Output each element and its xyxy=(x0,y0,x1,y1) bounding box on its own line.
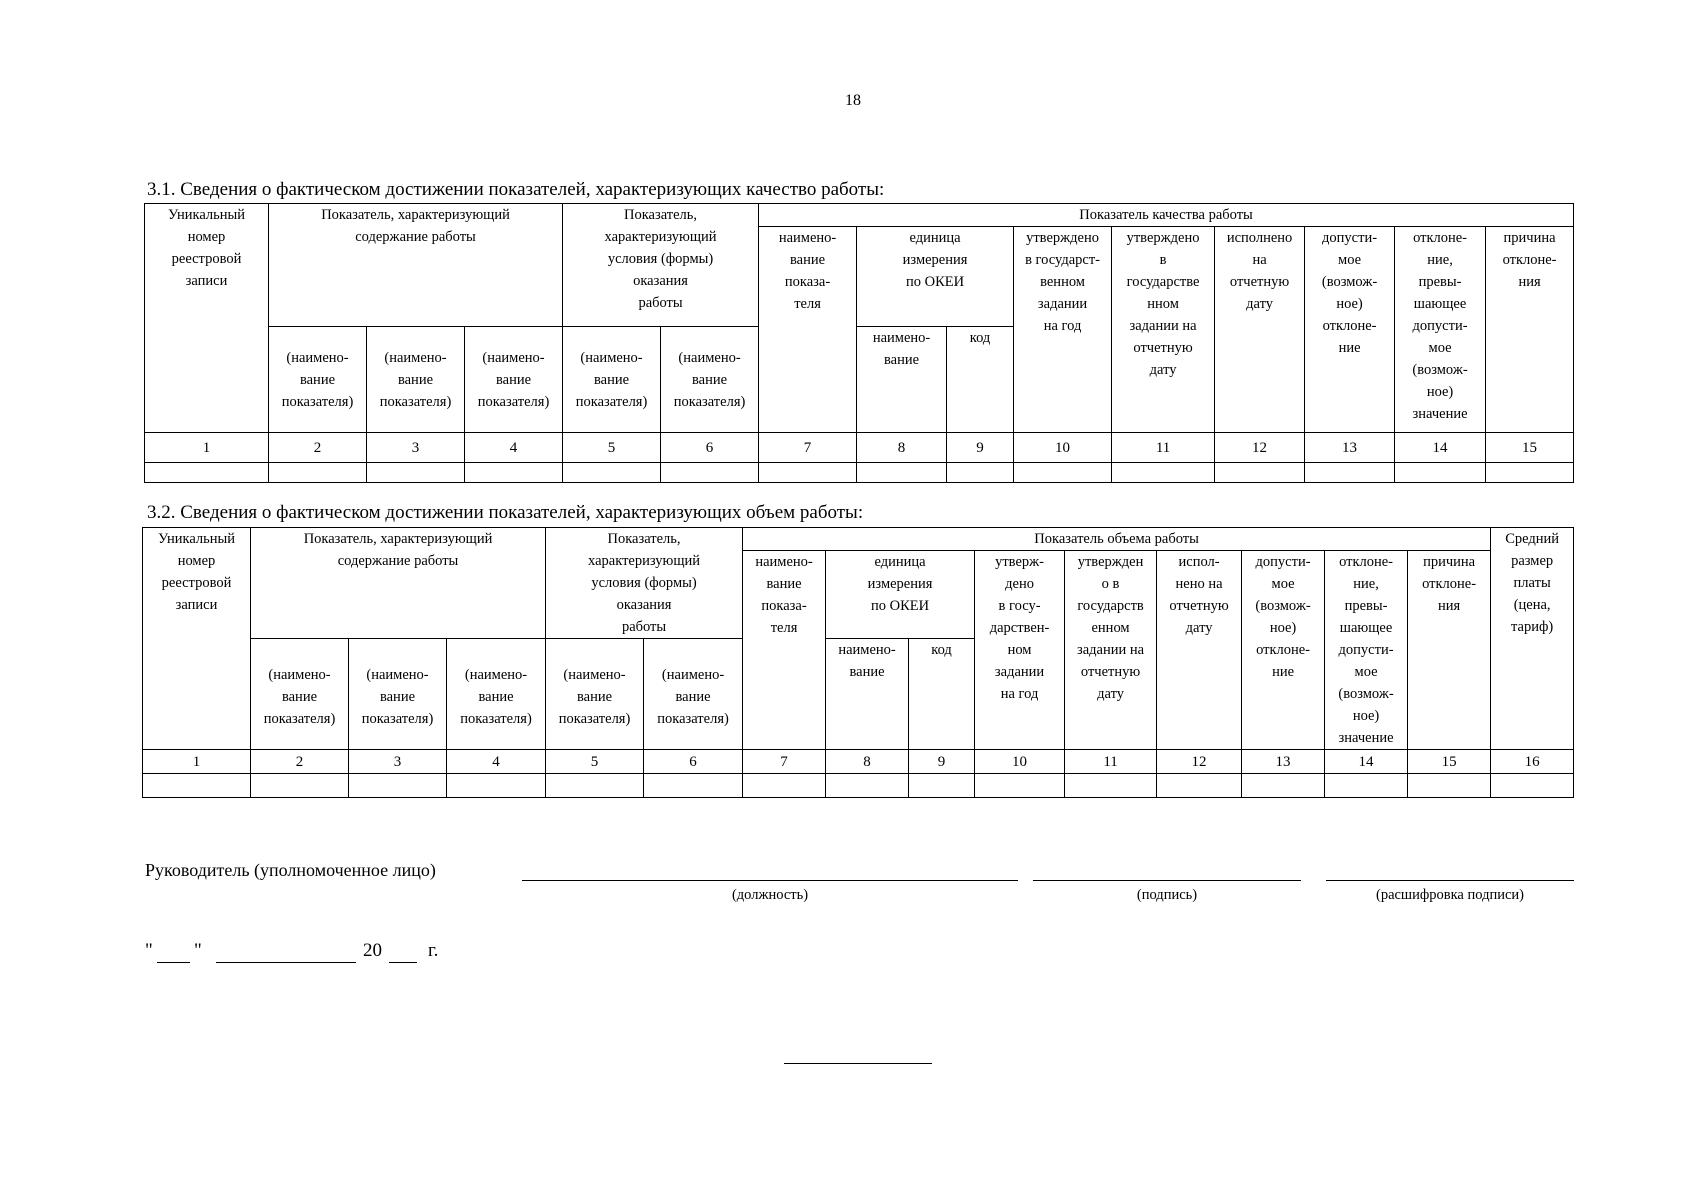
empty-cell[interactable] xyxy=(1157,774,1242,798)
header-allowed-deviation: допусти- мое (возмож- ное) отклоне- ние xyxy=(1242,551,1325,750)
header-approved-year: утверж- дено в госу- дарствен- ном задании на год xyxy=(975,551,1065,750)
empty-cell[interactable] xyxy=(1242,774,1325,798)
sub-indicator-blank xyxy=(251,639,349,664)
sub-indicator-blank xyxy=(661,327,759,347)
sub-indicator-name: (наимено- вание показателя) xyxy=(661,347,759,433)
position-line[interactable] xyxy=(522,880,1018,881)
empty-cell[interactable] xyxy=(563,463,661,483)
column-number: 9 xyxy=(909,750,975,774)
day-line[interactable] xyxy=(157,962,190,963)
header-exceeding-deviation: отклоне- ние, превы- шающее допусти- мое (возмож- ное) значение xyxy=(1395,227,1486,433)
column-number: 8 xyxy=(826,750,909,774)
column-number: 4 xyxy=(447,750,546,774)
column-number: 13 xyxy=(1242,750,1325,774)
header-registry-number: Уникальный номер реестровой записи xyxy=(145,204,269,433)
quality-table xyxy=(144,203,1574,483)
empty-cell[interactable] xyxy=(1014,463,1112,483)
header-executed: испол- нено на отчетную дату xyxy=(1157,551,1242,750)
signature-decode-caption: (расшифровка подписи) xyxy=(1375,887,1525,903)
empty-cell[interactable] xyxy=(1305,463,1395,483)
column-number: 3 xyxy=(367,433,465,463)
column-number: 10 xyxy=(1014,433,1112,463)
position-caption: (должность) xyxy=(731,887,809,903)
empty-cell[interactable] xyxy=(826,774,909,798)
sub-indicator-name: (наимено- вание показателя) xyxy=(644,664,743,750)
header-unit-code: код xyxy=(909,639,975,750)
sub-indicator-name: (наимено- вание показателя) xyxy=(367,347,465,433)
column-number: 14 xyxy=(1395,433,1486,463)
column-number: 7 xyxy=(759,433,857,463)
empty-cell[interactable] xyxy=(143,774,251,798)
column-number-row xyxy=(143,750,1574,774)
empty-cell[interactable] xyxy=(1112,463,1215,483)
empty-cell[interactable] xyxy=(975,774,1065,798)
table-row xyxy=(143,774,1574,798)
sub-indicator-name: (наимено- вание показателя) xyxy=(563,347,661,433)
signature-line[interactable] xyxy=(1033,880,1301,881)
volume-table xyxy=(142,527,1574,798)
column-number: 2 xyxy=(251,750,349,774)
sub-indicator-blank xyxy=(349,639,447,664)
column-number: 2 xyxy=(269,433,367,463)
column-number: 6 xyxy=(644,750,743,774)
column-number: 16 xyxy=(1491,750,1574,774)
column-number: 6 xyxy=(661,433,759,463)
column-number: 10 xyxy=(975,750,1065,774)
month-line[interactable] xyxy=(216,962,356,963)
header-approved-report-date: утвержден о в государств енном задании на отчетную дату xyxy=(1065,551,1157,750)
empty-cell[interactable] xyxy=(1325,774,1408,798)
section-2-title: 3.2. Сведения о фактическом достижении показателей, характеризующих объем работы: xyxy=(147,502,864,523)
empty-cell[interactable] xyxy=(447,774,546,798)
column-number: 15 xyxy=(1486,433,1574,463)
empty-cell[interactable] xyxy=(251,774,349,798)
empty-cell[interactable] xyxy=(367,463,465,483)
empty-cell[interactable] xyxy=(661,463,759,483)
empty-cell[interactable] xyxy=(947,463,1014,483)
column-number: 5 xyxy=(563,433,661,463)
header-unit-okei: единица измерения по ОКЕИ xyxy=(857,227,1014,327)
empty-cell[interactable] xyxy=(349,774,447,798)
section-1-title: 3.1. Сведения о фактическом достижении показателей, характеризующих качество работы: xyxy=(147,179,885,200)
sub-indicator-name: (наимено- вание показателя) xyxy=(465,347,563,433)
header-deviation-reason: причина отклоне- ния xyxy=(1408,551,1491,750)
header-approved-report-date: утверждено в государстве нном задании на отчетную дату xyxy=(1112,227,1215,433)
empty-cell[interactable] xyxy=(1491,774,1574,798)
column-number: 15 xyxy=(1408,750,1491,774)
year-suffix: г. xyxy=(428,940,439,961)
header-conditions-indicator: Показатель, характеризующий условия (формы) оказания работы xyxy=(546,528,743,639)
header-deviation-reason: причина отклоне- ния xyxy=(1486,227,1574,433)
empty-cell[interactable] xyxy=(465,463,563,483)
sub-indicator-name: (наимено- вание показателя) xyxy=(349,664,447,750)
column-number: 1 xyxy=(145,433,269,463)
date-quote-open: " xyxy=(145,940,153,961)
column-number-row xyxy=(145,433,1574,463)
column-number: 1 xyxy=(143,750,251,774)
header-unit-code: код xyxy=(947,327,1014,433)
sub-indicator-blank xyxy=(644,639,743,664)
header-registry-number: Уникальный номер реестровой записи xyxy=(143,528,251,750)
column-number: 12 xyxy=(1215,433,1305,463)
column-number: 11 xyxy=(1112,433,1215,463)
table-row xyxy=(145,463,1574,483)
sub-indicator-blank xyxy=(367,327,465,347)
column-number: 14 xyxy=(1325,750,1408,774)
empty-cell[interactable] xyxy=(909,774,975,798)
empty-cell[interactable] xyxy=(644,774,743,798)
header-indicator-name: наимено- вание показа- теля xyxy=(743,551,826,750)
empty-cell[interactable] xyxy=(1486,463,1574,483)
header-unit-name: наимено- вание xyxy=(857,327,947,433)
sub-indicator-blank xyxy=(546,639,644,664)
sub-indicator-blank xyxy=(563,327,661,347)
header-average-fee: Средний размер платы (цена, тариф) xyxy=(1491,528,1574,750)
column-number: 3 xyxy=(349,750,447,774)
header-content-indicator: Показатель, характеризующий содержание работы xyxy=(251,528,546,639)
date-quote-close: " xyxy=(194,940,202,961)
header-conditions-indicator: Показатель, характеризующий условия (формы) оказания работы xyxy=(563,204,759,327)
empty-cell[interactable] xyxy=(1215,463,1305,483)
signatory-label: Руководитель (уполномоченное лицо) xyxy=(145,860,436,880)
column-number: 8 xyxy=(857,433,947,463)
header-allowed-deviation: допусти- мое (возмож- ное) отклоне- ние xyxy=(1305,227,1395,433)
bottom-divider xyxy=(784,1063,932,1064)
column-number: 4 xyxy=(465,433,563,463)
signature-decode-line[interactable] xyxy=(1326,880,1574,881)
empty-cell[interactable] xyxy=(1065,774,1157,798)
empty-cell[interactable] xyxy=(1408,774,1491,798)
sub-indicator-blank xyxy=(465,327,563,347)
column-number: 13 xyxy=(1305,433,1395,463)
header-exceeding-deviation: отклоне- ние, превы- шающее допусти- мое (возмож- ное) значение xyxy=(1325,551,1408,750)
column-number: 9 xyxy=(947,433,1014,463)
sub-indicator-name: (наимено- вание показателя) xyxy=(447,664,546,750)
column-number: 7 xyxy=(743,750,826,774)
sub-indicator-blank xyxy=(447,639,546,664)
empty-cell[interactable] xyxy=(743,774,826,798)
column-number: 5 xyxy=(546,750,644,774)
header-indicator-name: наимено- вание показа- теля xyxy=(759,227,857,433)
year-prefix: 20 xyxy=(363,940,382,961)
signature-caption: (подпись) xyxy=(1136,887,1198,903)
header-content-indicator: Показатель, характеризующий содержание работы xyxy=(269,204,563,327)
header-unit-okei: единица измерения по ОКЕИ xyxy=(826,551,975,639)
header-executed: исполнено на отчетную дату xyxy=(1215,227,1305,433)
empty-cell[interactable] xyxy=(857,463,947,483)
empty-cell[interactable] xyxy=(1395,463,1486,483)
empty-cell[interactable] xyxy=(759,463,857,483)
column-number: 11 xyxy=(1065,750,1157,774)
page-number: 18 xyxy=(845,92,861,109)
sub-indicator-name: (наимено- вание показателя) xyxy=(546,664,644,750)
sub-indicator-name: (наимено- вание показателя) xyxy=(251,664,349,750)
sub-indicator-name: (наимено- вание показателя) xyxy=(269,347,367,433)
header-volume-indicator: Показатель объема работы xyxy=(743,528,1491,551)
empty-cell[interactable] xyxy=(145,463,269,483)
header-unit-name: наимено- вание xyxy=(826,639,909,750)
header-quality-indicator: Показатель качества работы xyxy=(759,204,1574,227)
header-approved-year: утверждено в государст- венном задании на год xyxy=(1014,227,1112,433)
empty-cell[interactable] xyxy=(269,463,367,483)
year-line[interactable] xyxy=(389,962,417,963)
sub-indicator-blank xyxy=(269,327,367,347)
empty-cell[interactable] xyxy=(546,774,644,798)
column-number: 12 xyxy=(1157,750,1242,774)
